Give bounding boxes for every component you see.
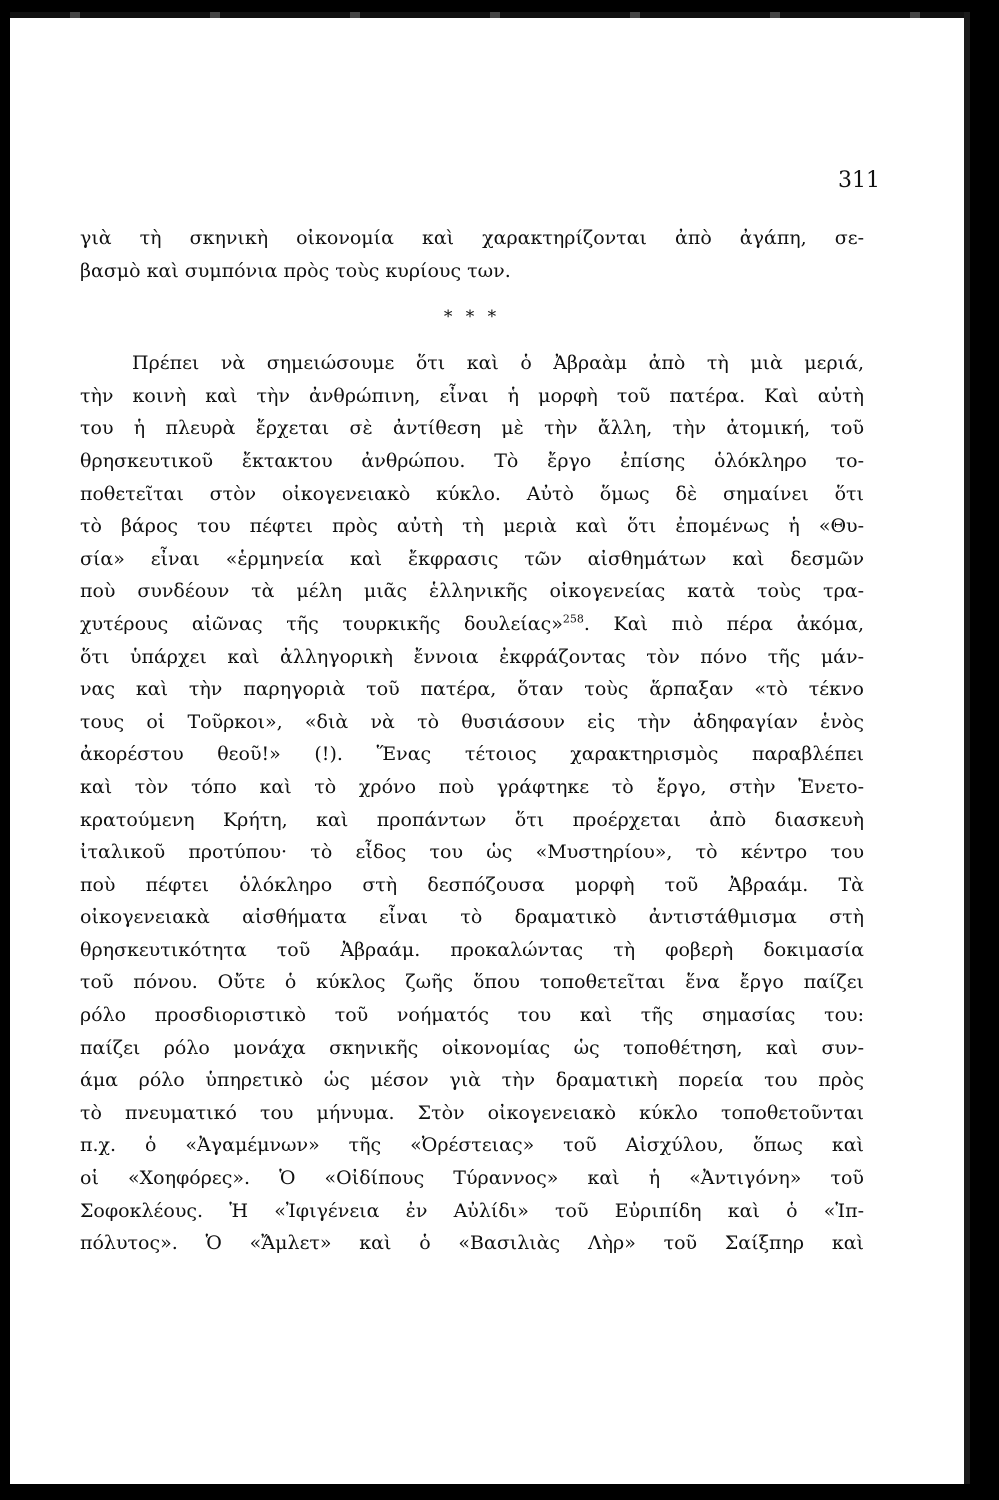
text-line: τὸ πνευματικό του μήνυμα. Στὸν οἰκογενειακὸ κύκλο τοποθετοῦνται: [80, 1101, 864, 1124]
text-line: οἰκογενειακὰ αἰσθήματα εἶναι τὸ δραματικὸ ἀντιστάθμισμα στὴ: [80, 906, 864, 929]
text-line: ποθετεῖται στὸν οἰκογενειακὸ κύκλο. Αὐτὸ ὅμως δὲ σημαίνει ὅτι: [80, 482, 864, 505]
text-line: ὅτι ὑπάρχει καὶ ἀλληγορικὴ ἔννοια ἐκφράζοντας τὸν πόνο τῆς μάν-: [80, 645, 864, 668]
text-line: τὴν κοινὴ καὶ τὴν ἀνθρώπινη, εἶναι ἡ μορφὴ τοῦ πατέρα. Καὶ αὐτὴ: [80, 384, 864, 407]
text-line: θρησκευτικοῦ ἔκτακτου ἀνθρώπου. Τὸ ἔργο ἐπίσης ὁλόκληρο το-: [80, 449, 864, 472]
text-line: ποὺ συνδέουν τὰ μέλη μιᾶς ἑλληνικῆς οἰκογενείας κατὰ τοὺς τρα-: [80, 580, 864, 603]
text-line: βασμὸ καὶ συμπόνια πρὸς τοὺς κυρίους των.: [80, 259, 511, 282]
text-line: του ἡ πλευρὰ ἔρχεται σὲ ἀντίθεση μὲ τὴν ἄλλη, τὴν ἀτομική, τοῦ: [80, 417, 864, 440]
text-line: Σοφοκλέους. Ἡ «Ἰφιγένεια ἐν Αὐλίδι» τοῦ Εὐριπίδη καὶ ὁ «Ἱπ-: [80, 1199, 864, 1222]
text-segment: χυτέρους αἰῶνας τῆς τουρκικῆς δουλείας»: [80, 612, 563, 635]
text-line: οἱ «Χοηφόρες». Ὁ «Οἰδίπους Τύραννος» καὶ ἡ «Ἀντιγόνη» τοῦ: [80, 1167, 864, 1190]
page-number: 311: [838, 168, 880, 193]
text-line-with-footnote: [80, 608, 864, 641]
text-line: σία» εἶναι «ἑρμηνεία καὶ ἔκφρασις τῶν αἰσθημάτων καὶ δεσμῶν: [80, 547, 864, 570]
text-line: τοῦ πόνου. Οὔτε ὁ κύκλος ζωῆς ὅπου τοποθετεῖται ἕνα ἔργο παίζει: [80, 971, 864, 994]
text-line: ἀκορέστου θεοῦ!» (!). Ἕνας τέτοιος χαρακτηρισμὸς παραβλέπει: [80, 743, 864, 766]
text-line: ρόλο προσδιοριστικὸ τοῦ νοήματός του καὶ τῆς σημασίας του:: [80, 1004, 864, 1027]
text-line: Πρέπει νὰ σημειώσουμε ὅτι καὶ ὁ Ἀβραὰμ ἀπὸ τὴ μιὰ μεριά,: [132, 352, 864, 375]
text-line: ἰταλικοῦ προτύπου· τὸ εἶδος του ὡς «Μυστηρίου», τὸ κέντρο του: [80, 841, 864, 864]
text-line: πόλυτος». Ὁ «Ἄμλετ» καὶ ὁ «Βασιλιὰς Λὴρ» τοῦ Σαίξπηρ καὶ: [80, 1232, 864, 1255]
text-line: καὶ τὸν τόπο καὶ τὸ χρόνο ποὺ γράφτηκε τὸ ἔργο, στὴν Ἑνετο-: [80, 775, 864, 798]
footnote-reference: 258: [562, 612, 584, 626]
text-line: παίζει ρόλο μονάχα σκηνικῆς οἰκονομίας ὡς τοποθέτηση, καὶ συν-: [80, 1036, 864, 1059]
scan-top-edge: [10, 12, 970, 18]
body-text: [80, 222, 864, 1260]
text-line: τὸ βάρος του πέφτει πρὸς αὐτὴ τὴ μεριὰ καὶ ὅτι ἐπομένως ἡ «Θυ-: [80, 515, 864, 538]
text-line: κρατούμενη Κρήτη, καὶ προπάντων ὅτι προέρχεται ἀπὸ διασκευὴ: [80, 808, 864, 831]
text-line: γιὰ τὴ σκηνικὴ οἰκονομία καὶ χαρακτηρίζονται ἀπὸ ἀγάπη, σε-: [80, 227, 864, 249]
text-line: τους οἱ Τοῦρκοι», «διὰ νὰ τὸ θυσιάσουν εἰς τὴν ἀδηφαγίαν ἑνὸς: [80, 710, 864, 733]
section-break-asterism: * * *: [443, 307, 501, 328]
text-segment: . Καὶ πιὸ πέρα ἀκόμα,: [583, 612, 864, 635]
text-line: νας καὶ τὴν παρηγοριὰ τοῦ πατέρα, ὅταν τοὺς ἅρπαξαν «τὸ τέκνο: [80, 678, 864, 701]
scan-right-edge: [964, 12, 970, 1484]
book-page: [10, 12, 970, 1484]
text-line: π.χ. ὁ «Ἀγαμέμνων» τῆς «Ὀρέστειας» τοῦ Αἰσχύλου, ὅπως καὶ: [80, 1134, 864, 1157]
text-line: θρησκευτικότητα τοῦ Ἀβραάμ. προκαλώντας τὴ φοβερὴ δοκιμασία: [80, 938, 864, 961]
text-line: άμα ρόλο ὑπηρετικὸ ὡς μέσον γιὰ τὴν δραματικὴ πορεία του πρὸς: [80, 1069, 864, 1092]
text-line: ποὺ πέφτει ὁλόκληρο στὴ δεσπόζουσα μορφὴ τοῦ Ἀβραάμ. Τὰ: [80, 873, 864, 896]
